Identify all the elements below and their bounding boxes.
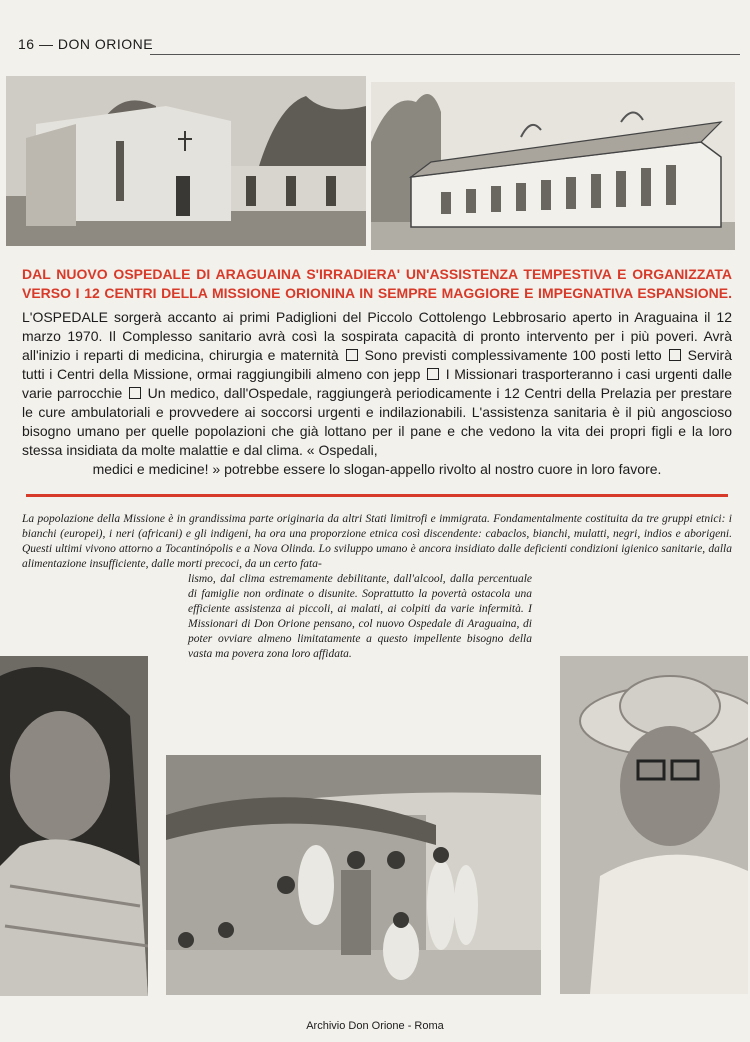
box-bullet-icon [346,349,358,361]
running-head [18,36,153,52]
caption-narrow: lismo, dal clima estremamente debilitante, dall'alcool, dalla percentuale di famiglie non ordinate o disunite. Soprattutto la povertà ostacola una efficiente assistenza ai piccoli, ai malati, ai colpiti da varie infermità. I Missionari di Don Orione pensano, col nuovo Ospedale di Araguaina, di poter ovviare almeno limitatamente a questo impellente bisogno della vasta ma povera zona loro affidata. [188,573,532,660]
headline-line-2: VERSO I 12 CENTRI DELLA MISSIONE ORIONINA IN SEMPRE MAGGIORE E IMPEGNATIVA ESPANSIONE. [22,285,732,301]
headline [22,265,732,303]
village-group-photo [166,755,541,995]
hospital-drawing [371,82,735,250]
headline-line-1: DAL NUOVO OSPEDALE DI ARAGUAINA S'IRRADIERA' UN'ASSISTENZA TEMPESTIVA E ORGANIZZATA [22,266,732,282]
man-with-hat-photo [560,656,748,994]
archive-footer: Archivio Don Orione - Roma [306,1020,444,1032]
article-part-4: I Missionari trasporteranno i casi urgenti dalle varie parrocchie [22,366,733,401]
header-rule [150,54,740,55]
article-part-2: Sono previsti complessivamente 100 posti letto [364,347,662,363]
article-part-3: Servirà tutti i Centri della Missione, ormai raggiungibili almeno con jepp [22,347,732,382]
box-bullet-icon [129,387,141,399]
caption-wide: La popolazione della Missione è in grandissima parte originaria da altri Stati limitrofi e immigrata. Fondamentalmente costituita da tre gruppi etnici: i bianchi (europei), i neri (africani) e gli indigeni, ha ora una proporzione etnica così discendente: cabaclos, bianchi, mulatti, negri, indios e aborigeni. Questi ultimi vivono attorno a Tocantinópolis e a Nova Olinda. Lo sviluppo umano è ancora insidiato dalle deficienti condizioni igienico sanitarie, dalla alimentazione insufficiente, dalle morti precoci, da un certo fata- [22,513,732,570]
article-body [22,308,732,479]
section-divider [26,494,728,497]
woman-portrait-photo [0,656,148,996]
article-part-1: L'OSPEDALE sorgerà accanto ai primi Padiglioni del Piccolo Cottolengo Lebbrosario aperto in Araguaina il 12 marzo 1970. Il Complesso sanitario avrà così la sospirata capacità di pronto intervento per i più poveri. Avrà all'inizio i reparti di medicina, chirurgia e maternità [22,309,732,363]
header-dash: — [38,36,54,52]
page-number: 16 [18,36,35,52]
magazine-title: DON ORIONE [57,36,154,52]
article-part-5: Un medico, dall'Ospedale, raggiungerà periodicamente i 12 Centri della Prelazia per prestare le cure ambulatoriali e provvedere ai soccorsi urgenti e indilazionabili. L'assistenza sanitaria è il più angoscioso bisogno umano per quelle popolazioni che già lottano per il pane e che vedono la vita dei propri figli e la loro stessa insidiata da molte malattie e dal clima. « Ospedali, [22,385,733,458]
box-bullet-icon [669,349,681,361]
box-bullet-icon [427,368,439,380]
chapel-photo [6,76,366,246]
article-closing-line: medici e medicine! » potrebbe essere lo slogan-appello rivolto al nostro cuore in loro favore. [92,461,662,477]
